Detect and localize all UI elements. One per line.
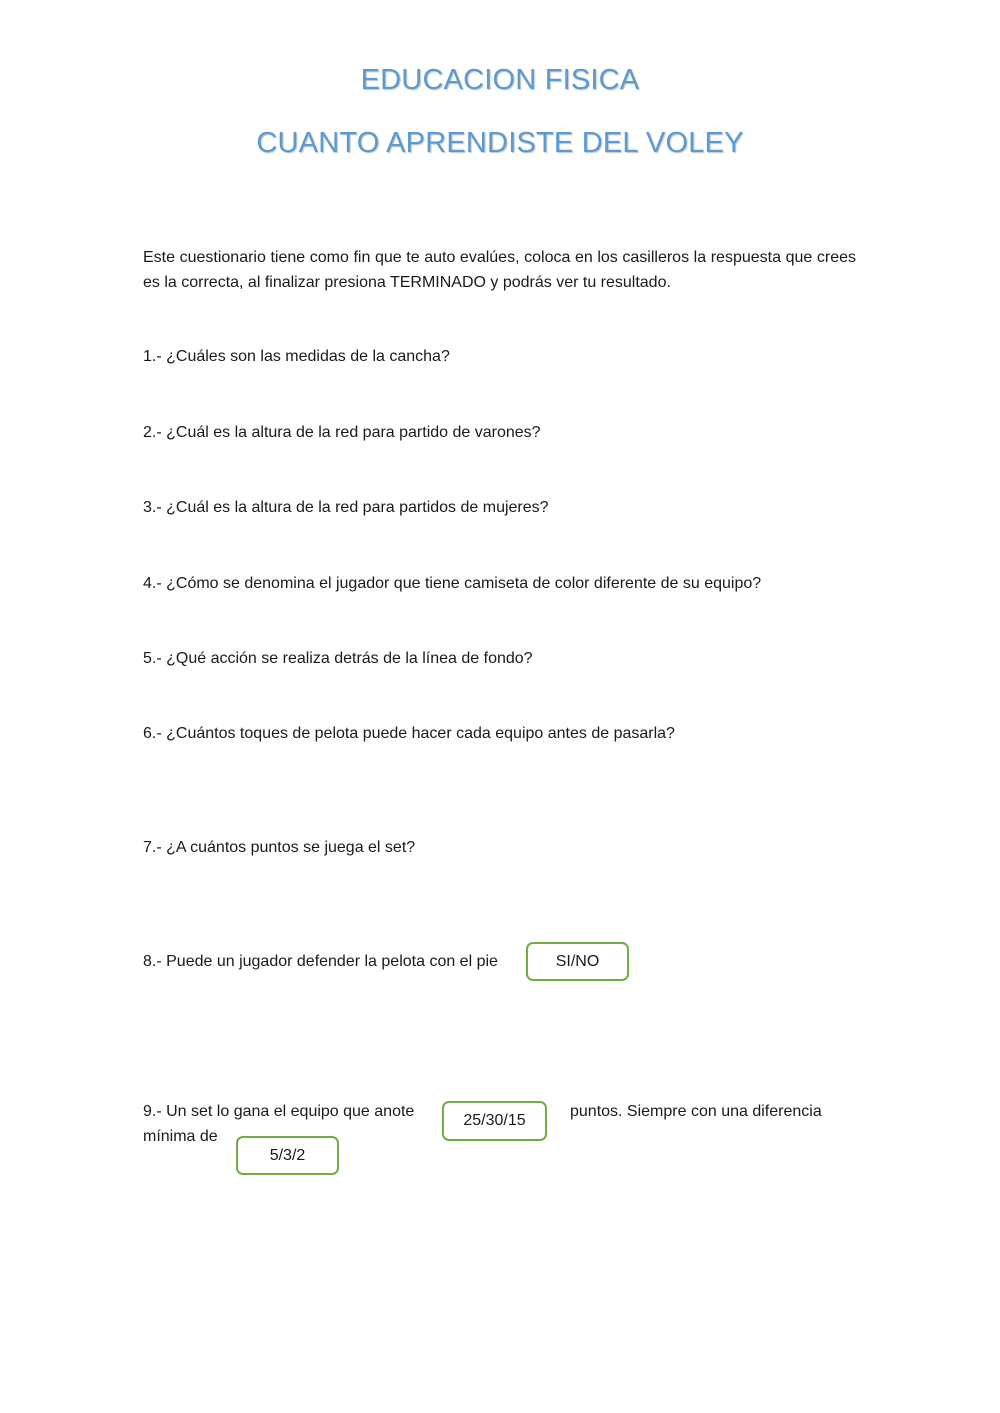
question-8: 8.- Puede un jugador defender la pelota con el pie (143, 953, 498, 970)
question-2: 2.- ¿Cuál es la altura de la red para partido de varones? (143, 424, 541, 441)
question-9-part-3: mínima de (143, 1128, 218, 1145)
question-9-part-2: puntos. Siempre con una diferencia (570, 1103, 822, 1120)
answer-box-q9-difference[interactable]: 5/3/2 (236, 1136, 339, 1175)
answer-box-q9-points[interactable]: 25/30/15 (442, 1101, 547, 1141)
page-subtitle: CUANTO APRENDISTE DEL VOLEY (256, 127, 744, 159)
question-1: 1.- ¿Cuáles son las medidas de la cancha? (143, 348, 450, 365)
answer-box-q8[interactable]: SI/NO (526, 942, 629, 981)
question-4: 4.- ¿Cómo se denomina el jugador que tiene camiseta de color diferente de su equipo? (143, 575, 762, 592)
question-6: 6.- ¿Cuántos toques de pelota puede hacer cada equipo antes de pasarla? (143, 725, 675, 742)
page-title: EDUCACION FISICA (360, 64, 640, 96)
question-5: 5.- ¿Qué acción se realiza detrás de la línea de fondo? (143, 650, 533, 667)
question-3: 3.- ¿Cuál es la altura de la red para partidos de mujeres? (143, 499, 549, 516)
question-9-part-1: 9.- Un set lo gana el equipo que anote (143, 1103, 415, 1120)
question-7: 7.- ¿A cuántos puntos se juega el set? (143, 839, 416, 856)
intro-paragraph: Este cuestionario tiene como fin que te auto evalúes, coloca en los casilleros la respuesta que crees es la correcta, al finalizar presiona TERMINADO y podrás ver tu resultado. (143, 249, 856, 291)
